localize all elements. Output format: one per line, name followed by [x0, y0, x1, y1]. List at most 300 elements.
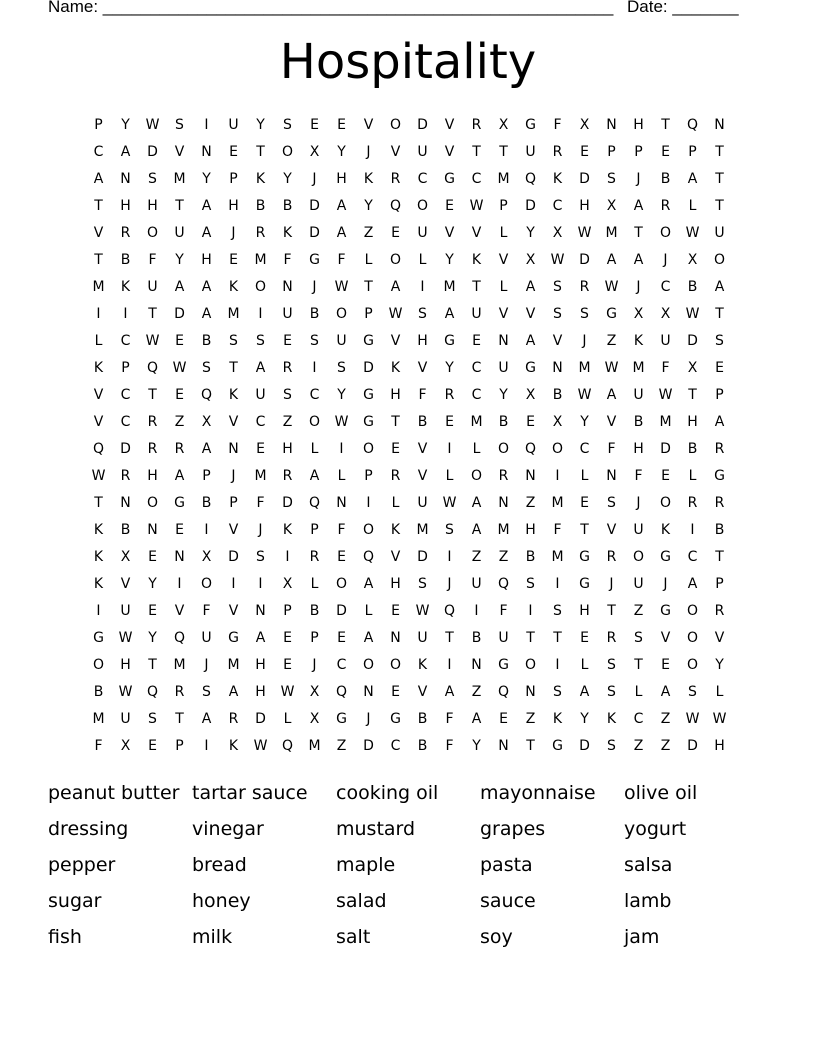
grid-letter: A — [606, 386, 617, 403]
grid-letter: W — [118, 683, 133, 700]
grid-letter: O — [497, 440, 510, 457]
grid-letter: T — [526, 629, 535, 646]
grid-letter: G — [174, 494, 185, 511]
grid-letter: R — [309, 548, 320, 565]
grid-letter: N — [120, 494, 131, 511]
grid-letter: Z — [606, 332, 617, 349]
grid-letter: O — [362, 521, 375, 538]
grid-letter: D — [309, 197, 320, 214]
grid-letter: V — [417, 467, 428, 484]
grid-letter: P — [121, 359, 130, 376]
grid-letter: N — [525, 467, 536, 484]
grid-letter: W — [388, 305, 403, 322]
grid-letter: V — [606, 521, 617, 538]
grid-letter: H — [201, 251, 212, 268]
grid-letter: L — [283, 710, 292, 727]
grid-letter: C — [633, 710, 644, 727]
grid-letter: E — [661, 467, 670, 484]
grid-letter: T — [445, 629, 454, 646]
grid-letter: J — [366, 143, 371, 160]
word-list-item: soy — [480, 926, 513, 948]
grid-letter: G — [309, 251, 320, 268]
grid-letter: E — [337, 548, 346, 565]
grid-letter: W — [118, 629, 133, 646]
grid-letter: W — [415, 602, 430, 619]
grid-letter: K — [228, 386, 239, 403]
grid-letter: Y — [121, 116, 130, 133]
grid-letter: D — [336, 602, 347, 619]
grid-letter: L — [391, 494, 400, 511]
grid-letter: N — [255, 602, 266, 619]
grid-letter: N — [147, 521, 158, 538]
grid-letter: R — [255, 224, 266, 241]
word-list-item: bread — [192, 854, 247, 876]
grid-letter: F — [202, 602, 211, 619]
grid-letter: A — [336, 197, 347, 214]
grid-letter: O — [686, 629, 699, 646]
grid-letter: S — [580, 305, 589, 322]
grid-letter: Z — [660, 710, 671, 727]
grid-letter: E — [337, 116, 346, 133]
grid-letter: A — [471, 521, 482, 538]
grid-letter: Y — [445, 251, 454, 268]
grid-letter: R — [120, 224, 131, 241]
grid-letter: N — [174, 548, 185, 565]
word-list-item: salsa — [624, 854, 673, 876]
grid-letter: S — [148, 710, 157, 727]
grid-letter: A — [579, 683, 590, 700]
grid-letter: S — [175, 116, 184, 133]
word-list-item: salad — [336, 890, 387, 912]
grid-letter: Y — [580, 413, 589, 430]
grid-letter: X — [687, 359, 698, 376]
grid-letter: V — [390, 548, 401, 565]
grid-letter: L — [580, 467, 589, 484]
grid-letter: V — [417, 359, 428, 376]
grid-letter: I — [96, 305, 101, 322]
grid-letter: J — [366, 710, 371, 727]
grid-letter: Q — [92, 440, 105, 457]
grid-letter: Y — [256, 116, 265, 133]
grid-letter: X — [282, 575, 293, 592]
grid-letter: U — [417, 143, 428, 160]
grid-letter: Y — [283, 170, 292, 187]
grid-letter: Y — [499, 386, 508, 403]
grid-letter: T — [94, 494, 103, 511]
grid-letter: D — [147, 143, 158, 160]
grid-letter: F — [283, 251, 292, 268]
grid-letter: Y — [715, 656, 724, 673]
grid-letter: X — [309, 710, 320, 727]
grid-letter: C — [120, 413, 131, 430]
grid-letter: E — [148, 737, 157, 754]
grid-letter: B — [120, 251, 131, 268]
grid-letter: B — [687, 278, 698, 295]
grid-letter: G — [363, 386, 374, 403]
grid-letter: V — [93, 386, 104, 403]
grid-letter: T — [148, 656, 157, 673]
grid-letter: R — [390, 170, 401, 187]
grid-letter: R — [660, 197, 671, 214]
grid-letter: G — [93, 629, 104, 646]
grid-letter: T — [661, 116, 670, 133]
grid-letter: V — [228, 413, 239, 430]
grid-letter: Q — [362, 548, 375, 565]
grid-letter: X — [120, 737, 131, 754]
grid-letter: K — [228, 278, 239, 295]
grid-letter: J — [231, 467, 236, 484]
grid-letter: V — [390, 143, 401, 160]
grid-letter: O — [389, 116, 402, 133]
grid-letter: C — [390, 737, 401, 754]
grid-letter: X — [633, 305, 644, 322]
grid-letter: J — [609, 575, 614, 592]
grid-letter: D — [579, 251, 590, 268]
grid-letter: X — [687, 251, 698, 268]
grid-letter: U — [660, 332, 671, 349]
grid-letter: J — [231, 224, 236, 241]
grid-letter: V — [660, 629, 671, 646]
word-list-item: fish — [48, 926, 82, 948]
grid-letter: O — [335, 575, 348, 592]
grid-letter: D — [417, 116, 428, 133]
grid-letter: V — [444, 143, 455, 160]
grid-letter: X — [201, 413, 212, 430]
grid-letter: J — [636, 278, 641, 295]
grid-letter: M — [605, 224, 618, 241]
grid-letter: I — [204, 116, 209, 133]
grid-letter: M — [92, 278, 105, 295]
grid-letter: F — [553, 521, 562, 538]
grid-letter: C — [471, 170, 482, 187]
grid-letter: S — [553, 305, 562, 322]
grid-letter: E — [526, 413, 535, 430]
grid-letter: K — [660, 521, 671, 538]
grid-letter: U — [417, 224, 428, 241]
grid-letter: Y — [445, 359, 454, 376]
grid-letter: M — [632, 359, 645, 376]
grid-letter: T — [715, 143, 724, 160]
grid-letter: V — [444, 224, 455, 241]
word-search-grid — [85, 111, 733, 759]
grid-letter: E — [661, 656, 670, 673]
grid-letter: H — [147, 197, 158, 214]
grid-letter: R — [471, 116, 482, 133]
grid-letter: M — [443, 278, 456, 295]
grid-letter: U — [714, 224, 725, 241]
grid-letter: I — [474, 602, 479, 619]
grid-letter: R — [714, 602, 725, 619]
grid-letter: R — [687, 494, 698, 511]
grid-letter: Q — [335, 683, 348, 700]
grid-letter: I — [204, 521, 209, 538]
grid-letter: O — [200, 575, 213, 592]
grid-letter: H — [120, 197, 131, 214]
grid-letter: A — [390, 278, 401, 295]
grid-letter: B — [660, 170, 671, 187]
grid-letter: Y — [364, 197, 373, 214]
grid-letter: E — [148, 602, 157, 619]
grid-letter: N — [228, 440, 239, 457]
grid-letter: E — [229, 143, 238, 160]
grid-letter: L — [310, 440, 319, 457]
grid-letter: H — [525, 521, 536, 538]
grid-letter: F — [445, 710, 454, 727]
grid-letter: N — [336, 494, 347, 511]
grid-letter: E — [148, 548, 157, 565]
grid-letter: P — [634, 143, 643, 160]
grid-letter: H — [120, 656, 131, 673]
grid-letter: E — [445, 413, 454, 430]
grid-letter: C — [579, 440, 590, 457]
grid-letter: S — [607, 683, 616, 700]
grid-letter: V — [714, 629, 725, 646]
grid-letter: U — [282, 305, 293, 322]
grid-letter: J — [582, 332, 587, 349]
grid-letter: V — [498, 251, 509, 268]
grid-letter: I — [555, 656, 560, 673]
grid-letter: I — [258, 305, 263, 322]
grid-letter: K — [120, 278, 131, 295]
grid-letter: R — [282, 467, 293, 484]
grid-letter: T — [94, 197, 103, 214]
grid-letter: W — [712, 710, 727, 727]
grid-letter: D — [255, 710, 266, 727]
grid-letter: P — [499, 197, 508, 214]
grid-letter: T — [229, 359, 238, 376]
grid-letter: G — [660, 548, 671, 565]
grid-letter: G — [525, 116, 536, 133]
grid-letter: Y — [148, 575, 157, 592]
grid-letter: H — [714, 737, 725, 754]
grid-letter: N — [282, 278, 293, 295]
grid-letter: U — [525, 143, 536, 160]
grid-letter: P — [175, 737, 184, 754]
grid-letter: V — [417, 683, 428, 700]
grid-letter: Z — [363, 224, 374, 241]
grid-letter: Q — [443, 602, 456, 619]
grid-letter: M — [227, 305, 240, 322]
grid-letter: T — [391, 413, 400, 430]
grid-letter: Q — [389, 197, 402, 214]
grid-letter: P — [283, 602, 292, 619]
grid-letter: T — [634, 656, 643, 673]
grid-letter: W — [604, 278, 619, 295]
grid-letter: F — [256, 494, 265, 511]
grid-letter: T — [175, 710, 184, 727]
grid-letter: Q — [308, 494, 321, 511]
grid-letter: K — [282, 521, 293, 538]
grid-letter: Y — [472, 737, 481, 754]
grid-letter: U — [633, 386, 644, 403]
grid-letter: U — [417, 494, 428, 511]
grid-letter: J — [636, 494, 641, 511]
grid-letter: V — [174, 143, 185, 160]
grid-letter: E — [391, 440, 400, 457]
grid-letter: D — [228, 548, 239, 565]
grid-letter: E — [229, 251, 238, 268]
grid-letter: T — [553, 629, 562, 646]
grid-letter: Y — [175, 251, 184, 268]
grid-letter: Q — [173, 629, 186, 646]
grid-letter: B — [309, 602, 320, 619]
grid-letter: D — [417, 548, 428, 565]
grid-letter: J — [204, 656, 209, 673]
grid-letter: J — [312, 170, 317, 187]
grid-letter: L — [445, 467, 454, 484]
grid-letter: Q — [497, 683, 510, 700]
grid-letter: B — [552, 386, 563, 403]
grid-letter: B — [714, 521, 725, 538]
grid-letter: X — [309, 143, 320, 160]
grid-letter: E — [472, 332, 481, 349]
grid-letter: Q — [146, 683, 159, 700]
grid-letter: M — [551, 494, 564, 511]
grid-letter: E — [310, 116, 319, 133]
grid-letter: P — [229, 170, 238, 187]
grid-letter: G — [660, 602, 671, 619]
grid-letter: Y — [580, 710, 589, 727]
grid-letter: C — [687, 548, 698, 565]
grid-letter: T — [472, 143, 481, 160]
grid-letter: Z — [471, 683, 482, 700]
grid-letter: E — [580, 143, 589, 160]
grid-letter: Q — [686, 116, 699, 133]
grid-letter: R — [174, 440, 185, 457]
grid-letter: A — [93, 170, 104, 187]
grid-letter: G — [606, 305, 617, 322]
grid-letter: I — [204, 737, 209, 754]
grid-letter: R — [390, 467, 401, 484]
grid-letter: P — [364, 305, 373, 322]
grid-letter: K — [417, 656, 428, 673]
grid-letter: J — [312, 278, 317, 295]
grid-letter: A — [309, 467, 320, 484]
grid-letter: A — [201, 305, 212, 322]
grid-letter: A — [714, 278, 725, 295]
grid-letter: V — [498, 305, 509, 322]
grid-letter: X — [660, 305, 671, 322]
grid-letter: E — [283, 656, 292, 673]
grid-letter: T — [580, 521, 589, 538]
grid-letter: V — [363, 116, 374, 133]
grid-letter: P — [94, 116, 103, 133]
name-field-label: Name: ______________________________________________________ — [48, 0, 614, 16]
grid-letter: I — [447, 548, 452, 565]
grid-letter: A — [714, 413, 725, 430]
grid-letter: T — [472, 278, 481, 295]
word-list-item: grapes — [480, 818, 546, 840]
grid-letter: L — [418, 251, 427, 268]
grid-letter: K — [93, 359, 104, 376]
grid-letter: A — [363, 575, 374, 592]
grid-letter: W — [253, 737, 268, 754]
grid-letter: S — [526, 575, 535, 592]
word-list-item: tartar sauce — [192, 782, 308, 804]
grid-letter: L — [688, 197, 697, 214]
grid-letter: C — [93, 143, 104, 160]
grid-letter: N — [606, 116, 617, 133]
grid-letter: J — [447, 575, 452, 592]
grid-letter: K — [228, 737, 239, 754]
grid-letter: M — [254, 251, 267, 268]
grid-letter: O — [281, 143, 294, 160]
grid-letter: N — [498, 737, 509, 754]
grid-letter: A — [606, 251, 617, 268]
grid-letter: A — [255, 359, 266, 376]
grid-letter: L — [580, 656, 589, 673]
grid-letter: A — [201, 440, 212, 457]
grid-letter: I — [366, 494, 371, 511]
grid-letter: C — [552, 197, 563, 214]
grid-letter: Y — [337, 386, 346, 403]
grid-letter: W — [334, 413, 349, 430]
grid-letter: B — [201, 332, 212, 349]
grid-letter: Y — [148, 629, 157, 646]
grid-letter: D — [309, 224, 320, 241]
grid-letter: R — [714, 494, 725, 511]
grid-letter: R — [147, 440, 158, 457]
grid-letter: F — [337, 521, 346, 538]
grid-letter: F — [337, 251, 346, 268]
grid-letter: U — [336, 332, 347, 349]
grid-letter: H — [579, 602, 590, 619]
grid-letter: F — [553, 116, 562, 133]
grid-letter: A — [660, 683, 671, 700]
grid-letter: P — [310, 521, 319, 538]
grid-letter: D — [579, 170, 590, 187]
grid-letter: K — [255, 170, 266, 187]
grid-letter: V — [228, 521, 239, 538]
grid-letter: I — [312, 359, 317, 376]
grid-letter: M — [551, 548, 564, 565]
grid-letter: A — [120, 143, 131, 160]
grid-letter: S — [607, 737, 616, 754]
grid-letter: S — [553, 602, 562, 619]
grid-letter: I — [123, 305, 128, 322]
grid-letter: S — [553, 278, 562, 295]
grid-letter: P — [310, 629, 319, 646]
grid-letter: R — [579, 278, 590, 295]
grid-letter: H — [390, 575, 401, 592]
grid-letter: P — [607, 143, 616, 160]
grid-letter: A — [174, 467, 185, 484]
grid-letter: E — [661, 143, 670, 160]
grid-letter: S — [607, 494, 616, 511]
grid-letter: A — [363, 629, 374, 646]
grid-letter: M — [92, 710, 105, 727]
grid-letter: X — [579, 116, 590, 133]
grid-letter: F — [499, 602, 508, 619]
grid-letter: T — [526, 737, 535, 754]
word-list-item: pasta — [480, 854, 533, 876]
grid-letter: V — [525, 305, 536, 322]
grid-letter: W — [145, 116, 160, 133]
grid-letter: U — [633, 521, 644, 538]
grid-letter: H — [147, 467, 158, 484]
word-list-item: sauce — [480, 890, 536, 912]
grid-letter: U — [417, 629, 428, 646]
grid-letter: X — [498, 116, 509, 133]
grid-letter: P — [715, 575, 724, 592]
grid-letter: B — [687, 440, 698, 457]
grid-letter: M — [227, 656, 240, 673]
grid-letter: G — [390, 710, 401, 727]
grid-letter: B — [201, 494, 212, 511]
grid-letter: M — [416, 521, 429, 538]
grid-letter: H — [336, 170, 347, 187]
grid-letter: J — [663, 575, 668, 592]
